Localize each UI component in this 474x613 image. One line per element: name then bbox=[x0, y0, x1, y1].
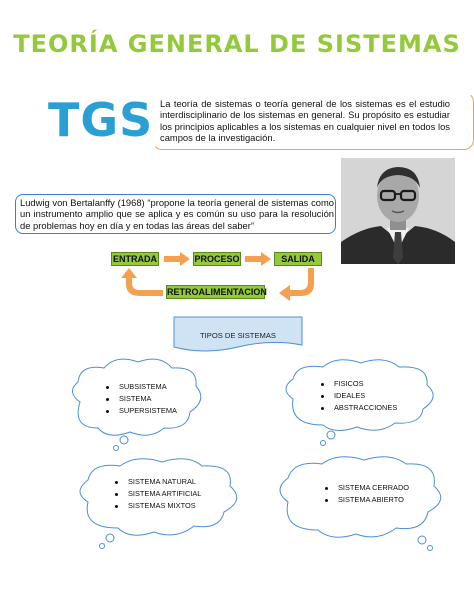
list-item: FISICOS bbox=[334, 378, 397, 390]
list-item: SISTEMA CERRADO bbox=[338, 482, 409, 494]
arrow-right-icon bbox=[160, 251, 194, 267]
portrait-photo bbox=[341, 158, 455, 264]
flow-feedback-box: RETROALIMENTACION bbox=[167, 287, 267, 297]
list-item: SISTEMA ARTIFICIAL bbox=[128, 488, 201, 500]
list-item: SISTEMA bbox=[119, 393, 177, 405]
flow-process-box: PROCESO bbox=[194, 254, 240, 264]
list-item: SISTEMA ABIERTO bbox=[338, 494, 409, 506]
tgs-logo: TGS bbox=[48, 93, 154, 147]
curved-arrow-down-icon bbox=[276, 266, 322, 302]
list-item: IDEALES bbox=[334, 390, 397, 402]
cloud-list-origin bbox=[128, 476, 201, 513]
list-item: SUPERSISTEMA bbox=[119, 405, 177, 417]
list-item: SUBSISTEMA bbox=[119, 381, 177, 393]
types-title: TIPOS DE SISTEMAS bbox=[200, 331, 276, 340]
intro-paragraph: La teoría de sistemas o teoría general de los sistemas es el estudio interdisciplinario de los sistemas en general. Su propósito es estudiar los principios aplicables a los sistemas en cualquier nivel en todos los campos de la investigación. bbox=[160, 98, 450, 143]
cloud-list-nature bbox=[334, 378, 397, 415]
list-item: SISTEMA NATURAL bbox=[128, 476, 201, 488]
list-item: ABSTRACCIONES bbox=[334, 402, 397, 414]
list-item: SISTEMAS MIXTOS bbox=[128, 500, 201, 512]
flow-output-box: SALIDA bbox=[274, 252, 322, 266]
cloud-list-openness bbox=[338, 482, 409, 506]
arrow-right-icon bbox=[241, 251, 275, 267]
flow-input-box: ENTRADA bbox=[113, 254, 157, 264]
bertalanffy-quote: Ludwig von Bertalanffy (1968) “propone la teoría general de sistemas como un instrumento amplio que se aplica y es común su uso para la resolución de problemas hoy en día y en todas las áreas del saber” bbox=[20, 197, 334, 231]
page-title: TEORÍA GENERAL DE SISTEMAS bbox=[13, 30, 461, 58]
curved-arrow-up-icon bbox=[119, 266, 165, 302]
cloud-list-levels bbox=[119, 381, 177, 418]
